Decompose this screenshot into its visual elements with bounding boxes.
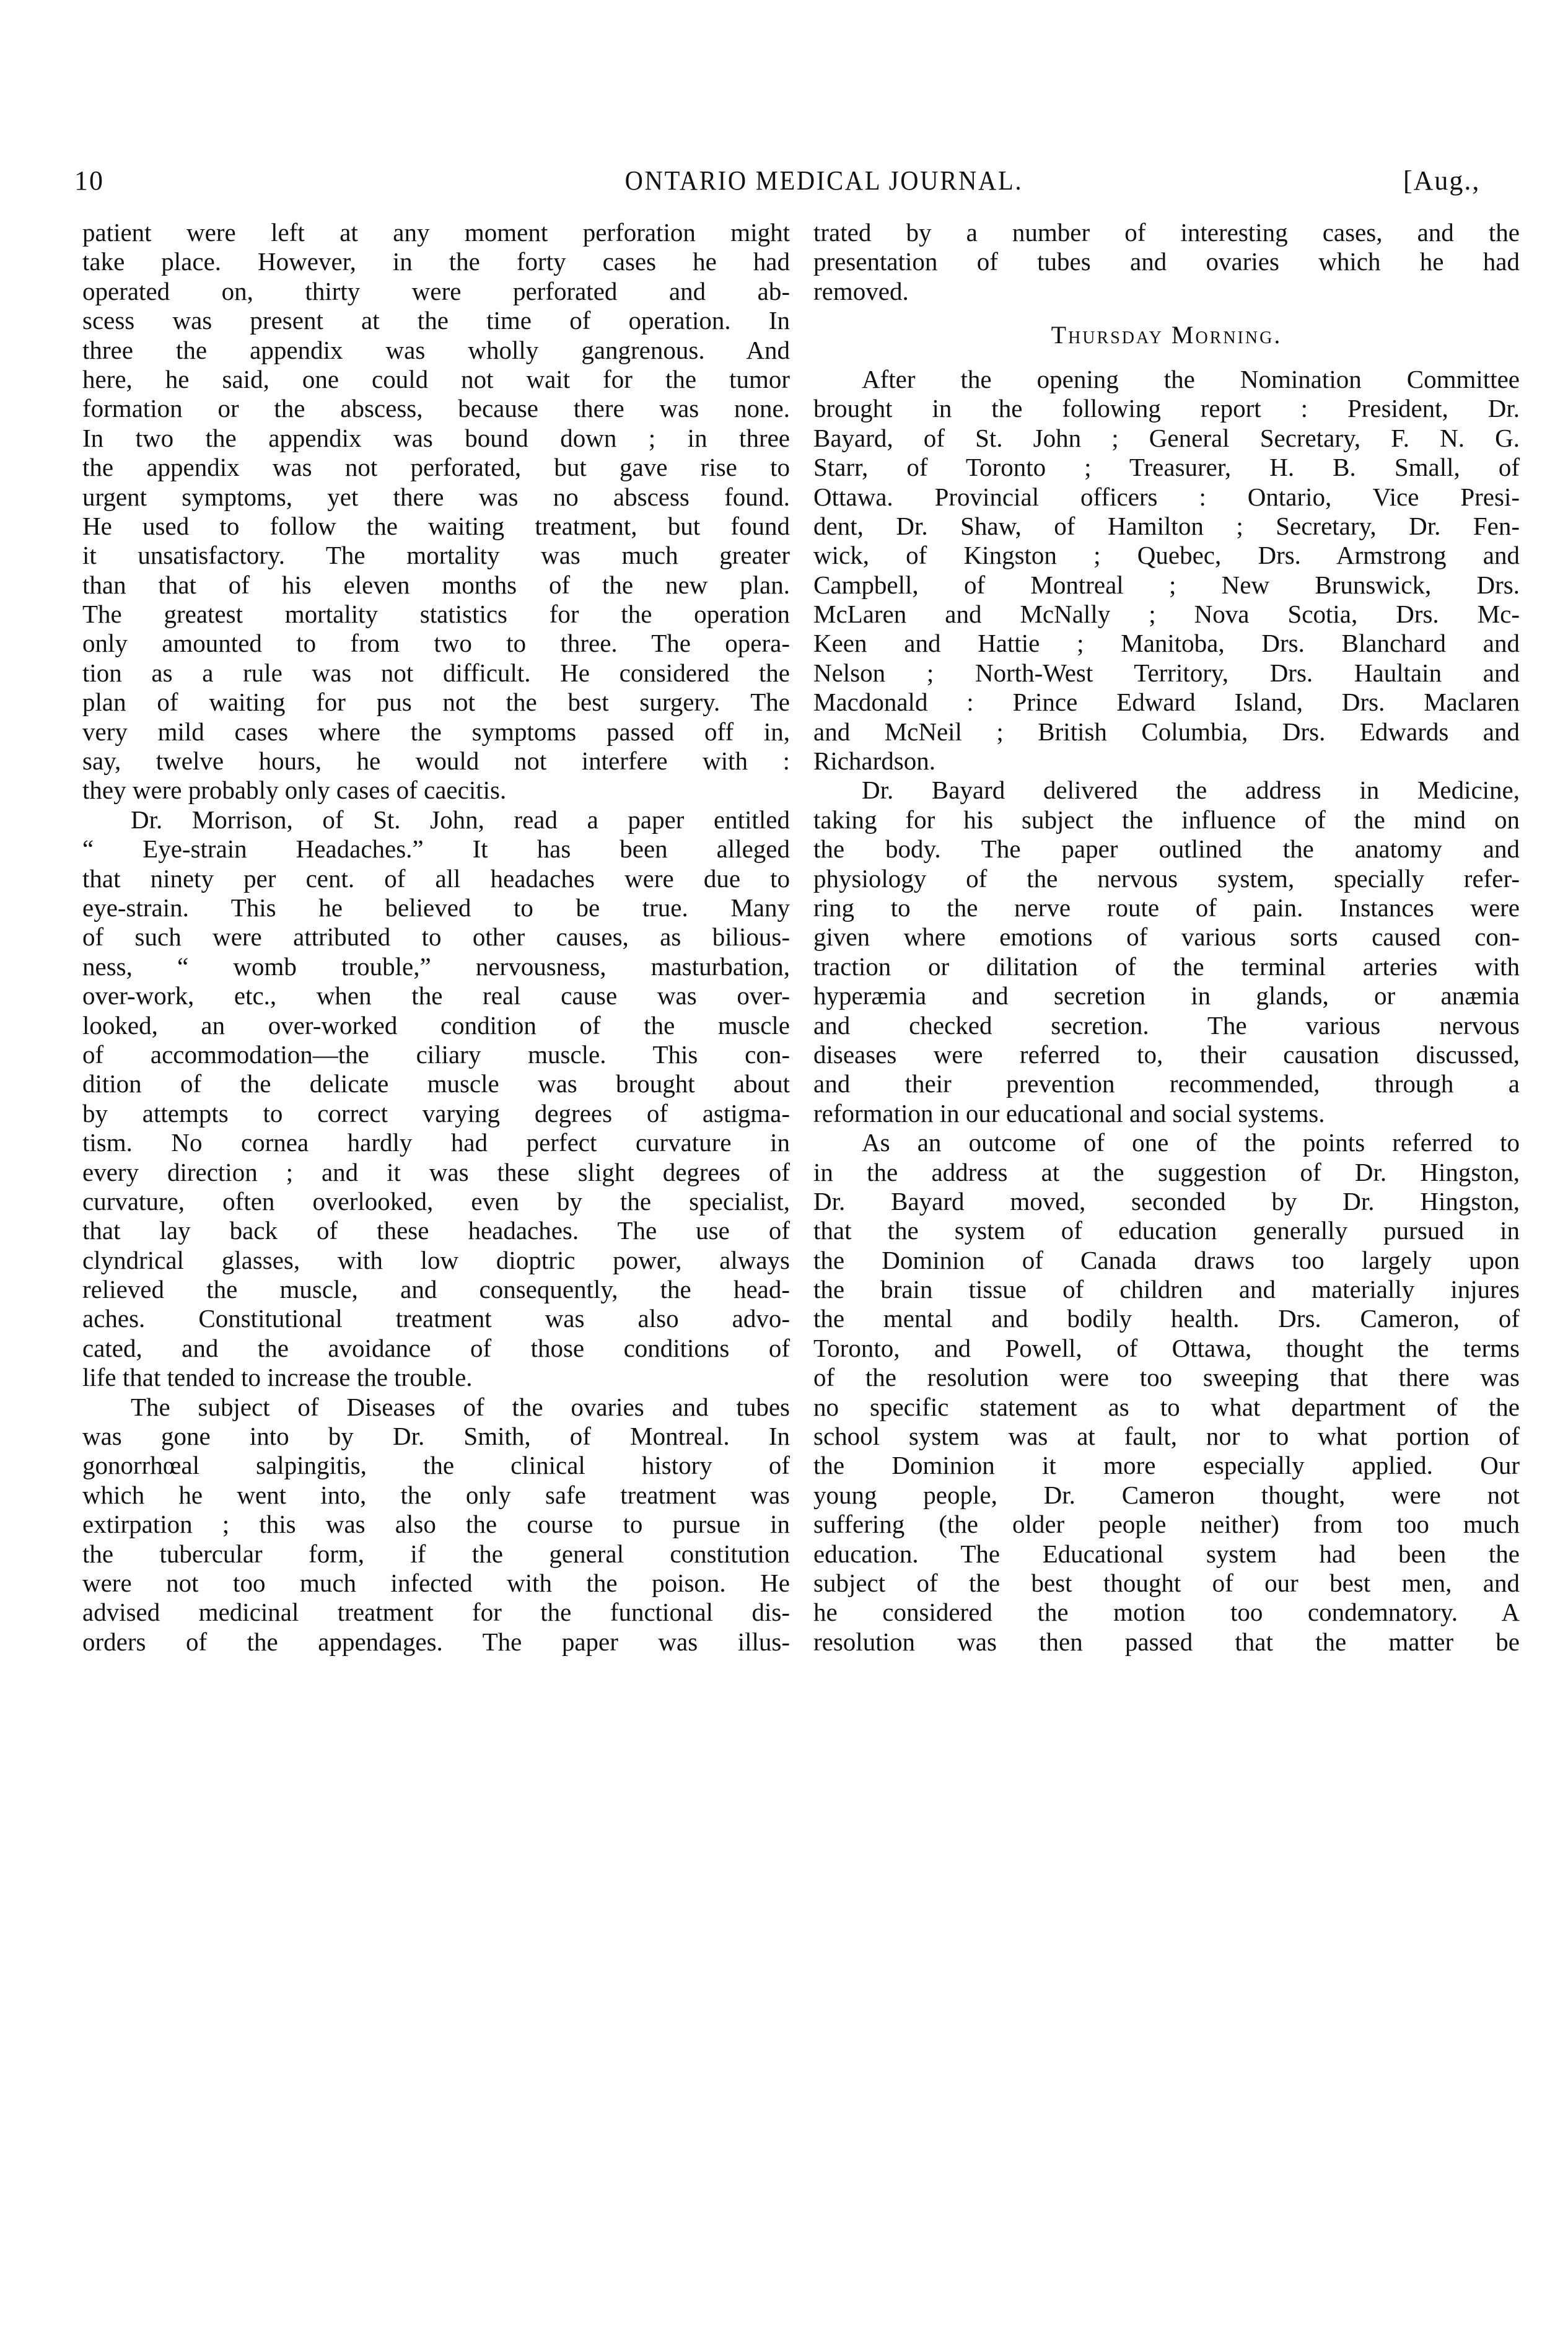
- text-line: than that of his eleven months of the new plan.: [82, 570, 790, 599]
- text-line: Campbell, of Montreal ; New Brunswick, Drs.: [813, 570, 1520, 599]
- text-line: Dr. Morrison, of St. John, read a paper entitled: [131, 805, 790, 834]
- paragraph-continuation: [813, 218, 1520, 306]
- text-line: Dr. Bayard moved, seconded by Dr. Hingston,: [813, 1186, 1520, 1216]
- text-line: orders of the appendages. The paper was illus-: [82, 1627, 790, 1656]
- paragraph: [813, 1128, 1520, 1657]
- text-line: He used to follow the waiting treatment, but found: [82, 511, 790, 540]
- text-line: diseases were referred to, their causation discussed,: [813, 1040, 1520, 1069]
- text-line: urgent symptoms, yet there was no abscess found.: [82, 482, 790, 511]
- paragraph: [82, 805, 790, 1393]
- text-line: that the system of education generally pursued in: [813, 1216, 1520, 1245]
- text-line: curvature, often overlooked, even by the specialist,: [82, 1186, 790, 1216]
- paragraph: [82, 1393, 790, 1657]
- text-line: very mild cases where the symptoms passed off in,: [82, 717, 790, 746]
- text-line: three the appendix was wholly gangrenous. And: [82, 335, 790, 364]
- text-line: Keen and Hattie ; Manitoba, Drs. Blanchard and: [813, 629, 1520, 658]
- running-head: [0, 162, 1568, 199]
- text-line: of the resolution were too sweeping that there was: [813, 1363, 1520, 1392]
- text-line: eye-strain. This he believed to be true. Many: [82, 893, 790, 922]
- text-line: resolution was then passed that the matter be: [813, 1627, 1520, 1656]
- text-line: advised medicinal treatment for the functional dis-: [82, 1598, 790, 1627]
- paragraph: [82, 218, 790, 805]
- text-line: of such were attributed to other causes, as bilious-: [82, 922, 790, 952]
- text-line: of accommodation—the ciliary muscle. This con-: [82, 1040, 790, 1069]
- text-line: ness, “ womb trouble,” nervousness, masturbation,: [82, 952, 790, 981]
- text-line: wick, of Kingston ; Quebec, Drs. Armstrong and: [813, 541, 1520, 570]
- text-line: gonorrhœal salpingitis, the clinical history of: [82, 1451, 790, 1480]
- text-line: Starr, of Toronto ; Treasurer, H. B. Small, of: [813, 453, 1520, 482]
- text-line: every direction ; and it was these slight degrees of: [82, 1157, 790, 1186]
- text-line: Toronto, and Powell, of Ottawa, thought the terms: [813, 1333, 1520, 1362]
- text-line: the Dominion it more especially applied. Our: [813, 1451, 1520, 1480]
- text-line: The greatest mortality statistics for the operation: [82, 600, 790, 629]
- text-line: take place. However, in the forty cases he had: [82, 247, 790, 276]
- text-line: Macdonald : Prince Edward Island, Drs. Maclaren: [813, 688, 1520, 717]
- right-column: [813, 218, 1520, 1657]
- text-line: the tubercular form, if the general constitution: [82, 1539, 790, 1568]
- text-line: aches. Constitutional treatment was also advo-: [82, 1304, 790, 1333]
- text-line: by attempts to correct varying degrees of astigma-: [82, 1098, 790, 1128]
- issue-month: [Aug.,: [1403, 165, 1481, 196]
- text-line: relieved the muscle, and consequently, the head-: [82, 1275, 790, 1304]
- text-line: and their prevention recommended, through a: [813, 1069, 1520, 1098]
- text-line: that lay back of these headaches. The use of: [82, 1216, 790, 1245]
- text-line: After the opening the Nomination Committee: [862, 364, 1520, 393]
- text-line: only amounted to from two to three. The opera-: [82, 629, 790, 658]
- text-line: say, twelve hours, he would not interfere with :: [82, 747, 790, 776]
- text-line: looked, an over-worked condition of the muscle: [82, 1010, 790, 1040]
- text-line: it unsatisfactory. The mortality was much greater: [82, 541, 790, 570]
- text-line: the appendix was not perforated, but gave rise to: [82, 453, 790, 482]
- text-line: trated by a number of interesting cases, and the: [813, 218, 1520, 247]
- text-line: patient were left at any moment perforation might: [82, 218, 790, 247]
- text-line: reformation in our educational and social systems.: [813, 1098, 1325, 1128]
- section-heading: Thursday Morning.: [1051, 321, 1282, 349]
- text-line: extirpation ; this was also the course to pursue in: [82, 1510, 790, 1539]
- left-column: [82, 218, 790, 1657]
- text-line: presentation of tubes and ovaries which he had: [813, 247, 1520, 276]
- text-line: was gone into by Dr. Smith, of Montreal. In: [82, 1422, 790, 1451]
- text-line: dition of the delicate muscle was brought about: [82, 1069, 790, 1098]
- text-line: and checked secretion. The various nervous: [813, 1010, 1520, 1040]
- text-line: scess was present at the time of operation. In: [82, 306, 790, 335]
- text-line: and McNeil ; British Columbia, Drs. Edwards and: [813, 717, 1520, 746]
- text-line: the brain tissue of children and materially injures: [813, 1275, 1520, 1304]
- text-line: formation or the abscess, because there was none.: [82, 394, 790, 423]
- text-line: brought in the following report : President, Dr.: [813, 394, 1520, 423]
- text-line: suffering (the older people neither) from too much: [813, 1510, 1520, 1539]
- text-line: “ Eye-strain Headaches.” It has been alleged: [82, 835, 790, 864]
- text-line: the mental and bodily health. Drs. Cameron, of: [813, 1304, 1520, 1333]
- text-line: tism. No cornea hardly had perfect curvature in: [82, 1128, 790, 1157]
- text-line: given where emotions of various sorts caused con-: [813, 922, 1520, 952]
- text-line: taking for his subject the influence of the mind on: [813, 805, 1520, 834]
- text-line: traction or dilitation of the terminal arteries with: [813, 952, 1520, 981]
- text-line: he considered the motion too condemnatory. A: [813, 1598, 1520, 1627]
- text-line: they were probably only cases of caecitis.: [82, 776, 507, 805]
- text-line: no specific statement as to what department of the: [813, 1392, 1520, 1421]
- text-line: Ottawa. Provincial officers : Ontario, Vice Presi-: [813, 482, 1520, 511]
- text-line: plan of waiting for pus not the best surgery. The: [82, 688, 790, 717]
- text-line: here, he said, one could not wait for the tumor: [82, 364, 790, 393]
- text-line: operated on, thirty were perforated and ab-: [82, 276, 790, 305]
- text-line: in the address at the suggestion of Dr. Hingston,: [813, 1157, 1520, 1186]
- text-line: Dr. Bayard delivered the address in Medicine,: [862, 776, 1520, 805]
- paragraph: [813, 365, 1520, 776]
- text-line: education. The Educational system had been the: [813, 1539, 1520, 1568]
- text-line: were not too much infected with the poison. He: [82, 1568, 790, 1597]
- text-line: hyperæmia and secretion in glands, or anæmia: [813, 981, 1520, 1010]
- text-line: The subject of Diseases of the ovaries and tubes: [131, 1392, 790, 1421]
- text-line: ring to the nerve route of pain. Instances were: [813, 893, 1520, 922]
- text-line: Bayard, of St. John ; General Secretary, F. N. G.: [813, 423, 1520, 452]
- text-line: physiology of the nervous system, specially refer-: [813, 864, 1520, 893]
- text-line: over-work, etc., when the real cause was over-: [82, 981, 790, 1010]
- text-line: As an outcome of one of the points referred to: [862, 1128, 1520, 1157]
- text-line: tion as a rule was not difficult. He considered the: [82, 658, 790, 687]
- text-line: dent, Dr. Shaw, of Hamilton ; Secretary, Dr. Fen-: [813, 511, 1520, 540]
- text-line: Nelson ; North-West Territory, Drs. Haultain and: [813, 658, 1520, 687]
- text-line: In two the appendix was bound down ; in three: [82, 423, 790, 452]
- text-line: young people, Dr. Cameron thought, were not: [813, 1480, 1520, 1509]
- text-line: school system was at fault, nor to what portion of: [813, 1422, 1520, 1451]
- text-line: that ninety per cent. of all headaches were due to: [82, 864, 790, 893]
- text-line: cated, and the avoidance of those conditions of: [82, 1333, 790, 1362]
- text-line: the body. The paper outlined the anatomy and: [813, 835, 1520, 864]
- text-line: the Dominion of Canada draws too largely upon: [813, 1245, 1520, 1274]
- paragraph: [813, 776, 1520, 1128]
- text-line: subject of the best thought of our best men, and: [813, 1568, 1520, 1597]
- page-number: 10: [74, 165, 104, 196]
- text-line: removed.: [813, 276, 909, 305]
- journal-title: ONTARIO MEDICAL JOURNAL.: [624, 165, 1023, 196]
- text-line: Richardson.: [813, 747, 935, 776]
- text-line: which he went into, the only safe treatment was: [82, 1480, 790, 1509]
- text-line: life that tended to increase the trouble.: [82, 1363, 473, 1392]
- text-line: clyndrical glasses, with low dioptric power, always: [82, 1245, 790, 1274]
- text-line: McLaren and McNally ; Nova Scotia, Drs. Mc-: [813, 600, 1520, 629]
